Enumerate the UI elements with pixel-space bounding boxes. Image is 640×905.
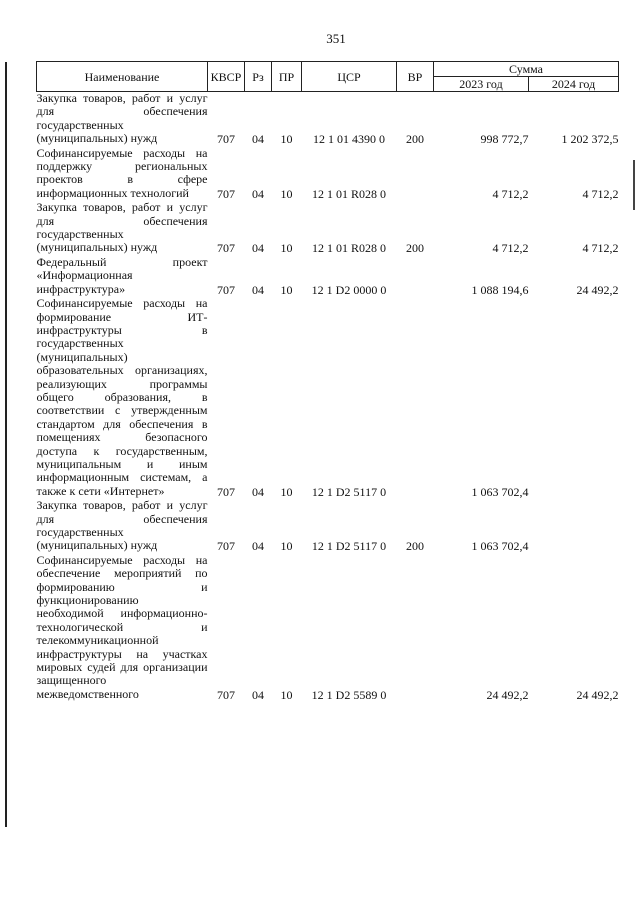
cell-pr: 10	[280, 484, 293, 499]
cell-rz: 04	[252, 186, 264, 201]
cell-sum-2023: 1 063 702,4	[471, 484, 529, 499]
row-name-text: Закупка товаров, работ и услуг для обеспечения государственных (муниципальных) нужд	[36, 200, 208, 255]
header-pr: ПР	[272, 62, 302, 92]
cell-sum-2024: 24 492,2	[576, 282, 619, 297]
cell-rz: 04	[252, 484, 264, 499]
table-row	[37, 499, 619, 554]
cell-sum-2024: 4 712,2	[582, 241, 619, 256]
cell-sum-2023: 4 712,2	[492, 186, 529, 201]
header-rz: Рз	[245, 62, 272, 92]
header-vr: ВР	[397, 62, 434, 92]
cell-pr: 10	[280, 241, 293, 256]
cell-csr: 12 1 D2 0000 0	[311, 282, 387, 297]
cell-kvsr: 707	[217, 539, 235, 554]
row-name-text: Софинансируемые расходы на обеспечение мероприятий по формированию и функционированию необходимой информационно-технологической и телекоммуникационной инфраструктуры на участках мировых судей для организации защищенного межведомственного	[36, 552, 208, 701]
cell-sum-2024: 4 712,2	[582, 186, 619, 201]
header-2024: 2024 год	[529, 77, 619, 92]
cell-sum-2023: 1 088 194,6	[471, 282, 529, 297]
cell-rz: 04	[252, 132, 264, 147]
cell-sum-2023: 4 712,2	[492, 241, 529, 256]
header-2023: 2023 год	[434, 77, 529, 92]
cell-vr: 200	[406, 241, 424, 256]
cell-vr	[397, 554, 434, 702]
cell-sum-2023: 24 492,2	[486, 687, 529, 702]
cell-sum-2024: 1 202 372,5	[561, 132, 619, 147]
cell-pr: 10	[280, 186, 293, 201]
cell-pr: 10	[280, 687, 293, 702]
table-row	[37, 147, 619, 202]
cell-rz: 04	[252, 282, 264, 297]
cell-kvsr: 707	[217, 186, 235, 201]
cell-csr: 12 1 D2 5117 0	[311, 484, 387, 499]
cell-vr: 200	[406, 539, 424, 554]
cell-rz: 04	[252, 687, 264, 702]
cell-kvsr: 707	[217, 687, 235, 702]
cell-name	[37, 499, 208, 554]
cell-sum-2024	[529, 499, 619, 554]
cell-vr	[397, 297, 434, 499]
left-margin-rule	[5, 62, 7, 827]
cell-vr	[397, 256, 434, 297]
cell-sum-2023: 1 063 702,4	[471, 539, 529, 554]
cell-sum-2024: 24 492,2	[576, 687, 619, 702]
cell-kvsr: 707	[217, 241, 235, 256]
row-name-text: Софинансируемые расходы на формирование ИТ-инфраструктуры в государственных (муниципальных) образовательных организациях, реализующих программы общего образования, в соответствии с утвержденным стандартом для обеспечения в помещениях безопасного доступа к государственным, муниципальным и иным информационным системам, а также к сети «Интернет»	[36, 296, 208, 498]
cell-name	[37, 147, 208, 202]
header-sum: Сумма	[434, 62, 619, 77]
table-row	[37, 554, 619, 702]
cell-csr: 12 1 01 4390 0	[313, 132, 385, 147]
cell-sum-2023: 998 772,7	[480, 132, 529, 147]
cell-vr: 200	[406, 132, 424, 147]
cell-pr: 10	[280, 539, 293, 554]
cell-rz: 04	[252, 241, 264, 256]
right-margin-mark	[633, 160, 635, 210]
cell-csr: 12 1 D2 5117 0	[311, 539, 387, 554]
row-name-text: Федеральный проект «Информационная инфраструктура»	[36, 254, 208, 296]
cell-rz: 04	[252, 539, 264, 554]
cell-name	[37, 554, 208, 702]
cell-name	[37, 256, 208, 297]
table-row	[37, 201, 619, 256]
table-row	[37, 297, 619, 499]
row-name-text: Закупка товаров, работ и услуг для обеспечения государственных (муниципальных) нужд	[36, 91, 208, 146]
cell-kvsr: 707	[217, 132, 235, 147]
table-row	[37, 256, 619, 297]
cell-pr: 10	[280, 282, 293, 297]
cell-csr: 12 1 D2 5589 0	[311, 687, 387, 702]
cell-kvsr: 707	[217, 484, 235, 499]
cell-name	[37, 201, 208, 256]
cell-pr: 10	[280, 132, 293, 147]
header-name: Наименование	[37, 62, 208, 92]
page-number: 351	[326, 31, 346, 46]
cell-csr: 12 1 01 R028 0	[311, 241, 386, 256]
header-csr: ЦСР	[302, 62, 397, 92]
cell-vr	[397, 147, 434, 202]
row-name-text: Софинансируемые расходы на поддержку региональных проектов в сфере информационных технологий	[36, 145, 208, 200]
cell-kvsr: 707	[217, 282, 235, 297]
budget-table	[36, 61, 619, 702]
cell-csr: 12 1 01 R028 0	[311, 186, 386, 201]
cell-sum-2024	[529, 297, 619, 499]
row-name-text: Закупка товаров, работ и услуг для обеспечения государственных (муниципальных) нужд	[36, 498, 208, 553]
cell-name	[37, 92, 208, 147]
table-row	[37, 92, 619, 147]
header-kvsr: КВСР	[208, 62, 245, 92]
cell-name	[37, 297, 208, 499]
